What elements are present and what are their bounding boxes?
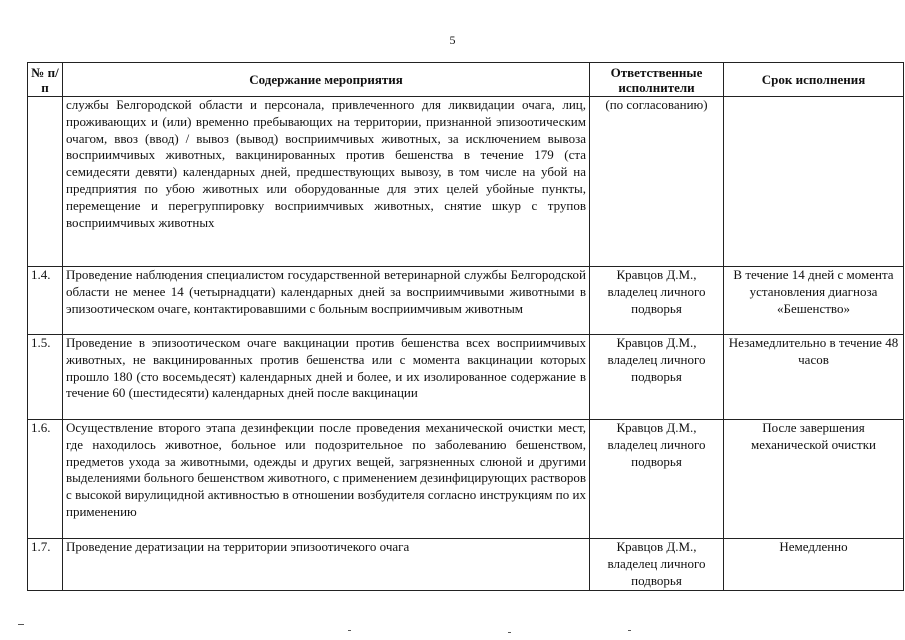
row-content: Проведение наблюдения специалистом государственной ветеринарной службы Белгородской области не менее 14 (четырнадцати) календарных дней за восприимчивыми животными в эпизоотическом очаге, контактировавшими с больным восприимчивым животным [63, 267, 590, 335]
row-responsible: Кравцов Д.М., владелец личного подворья [590, 420, 724, 539]
row-number: 1.7. [28, 539, 63, 591]
row-number [28, 97, 63, 267]
scan-mark [18, 624, 24, 625]
scan-artifacts [18, 616, 888, 636]
scan-mark [508, 632, 511, 633]
row-number: 1.5. [28, 335, 63, 420]
row-responsible: Кравцов Д.М., владелец личного подворья [590, 539, 724, 591]
row-responsible: Кравцов Д.М., владелец личного подворья [590, 335, 724, 420]
row-content: Проведение дератизации на территории эпизоотичекого очага [63, 539, 590, 591]
header-content: Содержание мероприятия [63, 63, 590, 97]
page-number: 5 [449, 33, 456, 47]
row-content: Проведение в эпизоотическом очаге вакцинации против бешенства всех восприимчивых животных, не вакцинированных против бешенства или с момента вакцинации которых прошло 180 (сто восемьдесят) календарных дней и более, и их изолированное содержание в течение 60 (шестидесяти) календарных дней после вакцинации [63, 335, 590, 420]
header-responsible: Ответственные исполнители [590, 63, 724, 97]
row-content: службы Белгородской области и персонала, привлеченного для ликвидации очага, лиц, проживающих и (или) временно пребывающих на территории, признанной эпизоотическим очагом, ввоз (ввод) / вывоз (вывод) восприимчивых животных, за исключением вывоза восприимчивых животных, вакцинированных против бешенства в течение 179 (ста семидесяти девяти) календарных дней, предшествующих вывозу, в том числе на убой на предприятия по убою животных или оборудованные для этих целей убойные пункты, перемещение и перегруппировку восприимчивых животных, снятие шкур с трупов восприимчивых животных [63, 97, 590, 267]
header-deadline: Срок исполнения [724, 63, 904, 97]
table-row [28, 97, 904, 267]
row-responsible: (по согласованию) [590, 97, 724, 267]
measures-table [27, 62, 904, 591]
table-row [28, 420, 904, 539]
row-deadline: Незамедлительно в течение 48 часов [724, 335, 904, 420]
row-number: 1.6. [28, 420, 63, 539]
header-num: № п/п [28, 63, 63, 97]
row-deadline: Немедленно [724, 539, 904, 591]
row-content: Осуществление второго этапа дезинфекции после проведения механической очистки мест, где находилось животное, больное или подозрительное по заболеванию бешенством, предметов ухода за животными, одежды и других вещей, загрязненных слюной и другими выделениями больного бешенством животного, с применением дезинфицирующих растворов с высокой вирулицидной активностью в отношении возбудителя согласно инструкциям по их применению [63, 420, 590, 539]
table-row [28, 335, 904, 420]
table-row [28, 539, 904, 591]
row-responsible: Кравцов Д.М., владелец личного подворья [590, 267, 724, 335]
table-header-row [28, 63, 904, 97]
row-deadline: После завершения механической очистки [724, 420, 904, 539]
row-number: 1.4. [28, 267, 63, 335]
row-deadline [724, 97, 904, 267]
scan-mark [628, 630, 631, 631]
table-row [28, 267, 904, 335]
row-deadline: В течение 14 дней с момента установления диагноза «Бешенство» [724, 267, 904, 335]
scan-mark [348, 630, 351, 631]
